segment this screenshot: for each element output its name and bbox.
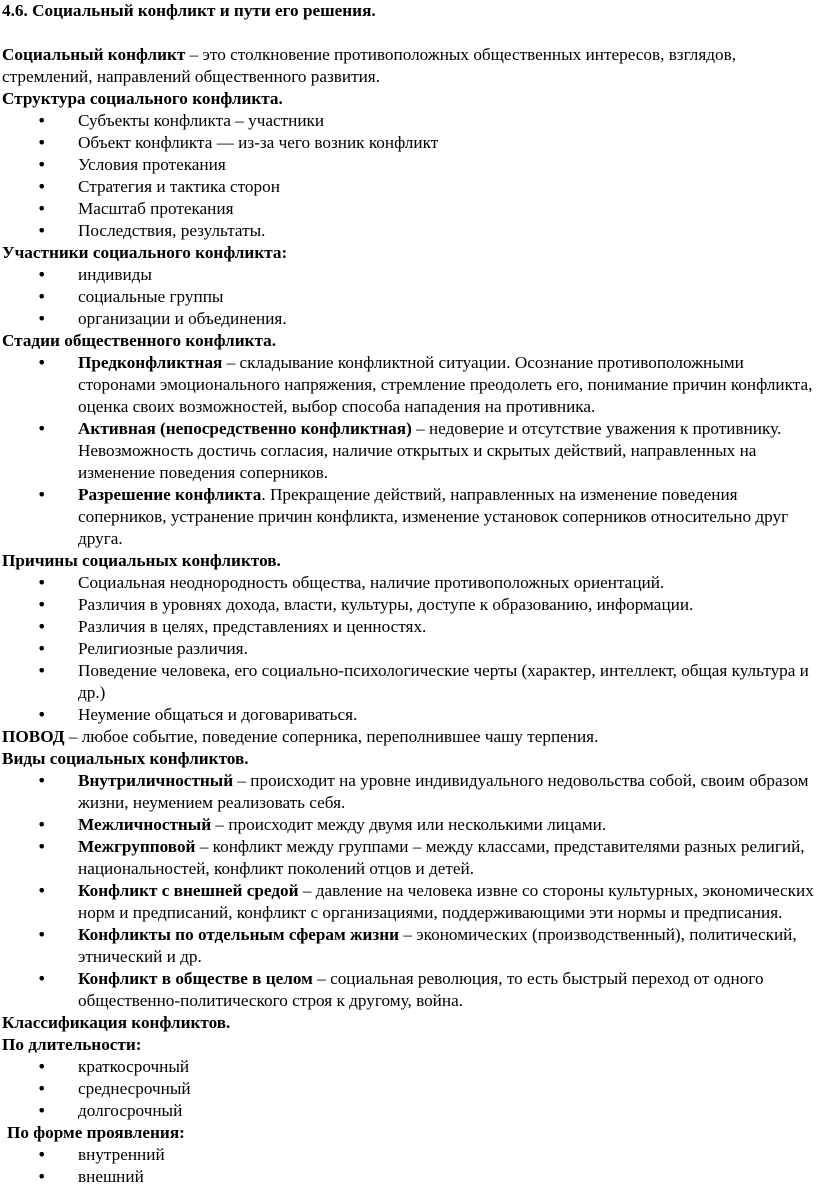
type-text: – социальная революция, то есть быстрый переход от одного общественно-политического строя к другому, война. [78, 969, 764, 1010]
participants-heading: Участники социального конфликта: [2, 243, 288, 262]
definition-paragraph [2, 44, 814, 88]
list-item: • Различия в целях, представлениях и ценностях. [78, 616, 814, 638]
list-item: • Религиозные различия. [78, 638, 814, 660]
list-item: • Различия в уровнях дохода, власти, культуры, доступе к образованию, информации. [78, 594, 814, 616]
type-term: Конфликты по отдельным сферам жизни [78, 925, 400, 944]
stage-text: . Прекращение действий, направленных на изменение поведения соперников, устранение причин конфликта, изменение установок соперников относительно друг друга. [78, 485, 789, 548]
classification-heading: Классификация конфликтов. [2, 1013, 231, 1032]
causes-list [2, 572, 814, 726]
list-item: • внутренний [78, 1144, 814, 1166]
page-title: 4.6. Социальный конфликт и пути его решения. [2, 1, 376, 20]
list-item: • Стратегия и тактика сторон [78, 176, 814, 198]
list-item: • Масштаб протекания [78, 198, 814, 220]
list-item: • Условия протекания [78, 154, 814, 176]
type-text: – происходит между двумя или несколькими лицами. [211, 815, 607, 834]
list-item [78, 880, 814, 924]
causes-heading: Причины социальных конфликтов. [2, 551, 281, 570]
list-item: • Неумение общаться и договариваться. [78, 704, 814, 726]
list-item [78, 484, 814, 550]
type-term: Конфликт в обществе в целом [78, 969, 313, 988]
duration-list [2, 1056, 814, 1122]
list-item: • внешний [78, 1166, 814, 1188]
list-item [78, 924, 814, 968]
form-heading: По форме проявления: [7, 1123, 185, 1142]
types-heading: Виды социальных конфликтов. [2, 749, 249, 768]
type-text: – происходит на уровне индивидуального недовольства собой, своим образом жизни, неумением реализовать себя. [78, 771, 809, 812]
stage-term: Активная (непосредственно конфликтная) [78, 419, 412, 438]
participants-list [2, 264, 814, 330]
list-item [78, 814, 814, 836]
stage-text: – складывание конфликтной ситуации. Осознание противоположными сторонами эмоционального напряжения, стремление преодолеть его, понимание причин конфликта, оценка своих возможностей, выбор способа нападения на противника. [78, 353, 813, 416]
list-item [78, 836, 814, 880]
stage-term: Разрешение конфликта [78, 485, 262, 504]
type-term: Внутриличностный [78, 771, 234, 790]
stage-term: Предконфликтная [78, 353, 223, 372]
list-item: • долгосрочный [78, 1100, 814, 1122]
list-item: • Субъекты конфликта – участники [78, 110, 814, 132]
list-item: • краткосрочный [78, 1056, 814, 1078]
list-item [78, 770, 814, 814]
type-text: – конфликт между группами – между классами, представителями разных религий, национальностей, конфликт поколений отцов и детей. [78, 837, 805, 878]
form-list [2, 1144, 814, 1188]
pretext-term: ПОВОД [2, 727, 65, 746]
list-item: • Последствия, результаты. [78, 220, 814, 242]
list-item: • Объект конфликта –– из-за чего возник конфликт [78, 132, 814, 154]
list-item [78, 418, 814, 484]
definition-term: Социальный конфликт [2, 45, 186, 64]
list-item: • социальные группы [78, 286, 814, 308]
type-term: Межличностный [78, 815, 212, 834]
type-term: Конфликт с внешней средой [78, 881, 299, 900]
list-item: • среднесрочный [78, 1078, 814, 1100]
stage-text: – недоверие и отсутствие уважения к противнику. Невозможность достичь согласия, наличие открытых и скрытых действий, направленных на изменение поведения соперников. [78, 419, 782, 482]
list-item [78, 352, 814, 418]
list-item: • Поведение человека, его социально-психологические черты (характер, интеллект, общая культура и др.) [78, 660, 814, 704]
structure-heading: Структура социального конфликта. [2, 89, 283, 108]
structure-list [2, 110, 814, 242]
pretext-text: – любое событие, поведение соперника, переполнившее чашу терпения. [64, 727, 599, 746]
definition-text: – это столкновение противоположных общественных интересов, взглядов, стремлений, направлений общественного развития. [2, 45, 737, 86]
type-text: – экономических (производственный), политический, этнический и др. [78, 925, 797, 966]
stages-list [2, 352, 814, 550]
duration-heading: По длительности: [2, 1035, 142, 1054]
list-item: • индивиды [78, 264, 814, 286]
type-text: – давление на человека извне со стороны культурных, экономических норм и предписаний, конфликт с организациями, поддерживающими эти нормы и предписания. [78, 881, 814, 922]
list-item: • Социальная неоднородность общества, наличие противоположных ориентаций. [78, 572, 814, 594]
type-term: Межгрупповой [78, 837, 196, 856]
types-list [2, 770, 814, 1012]
list-item [78, 968, 814, 1012]
pretext-paragraph [2, 726, 814, 748]
list-item: • организации и объединения. [78, 308, 814, 330]
stages-heading: Стадии общественного конфликта. [2, 331, 277, 350]
